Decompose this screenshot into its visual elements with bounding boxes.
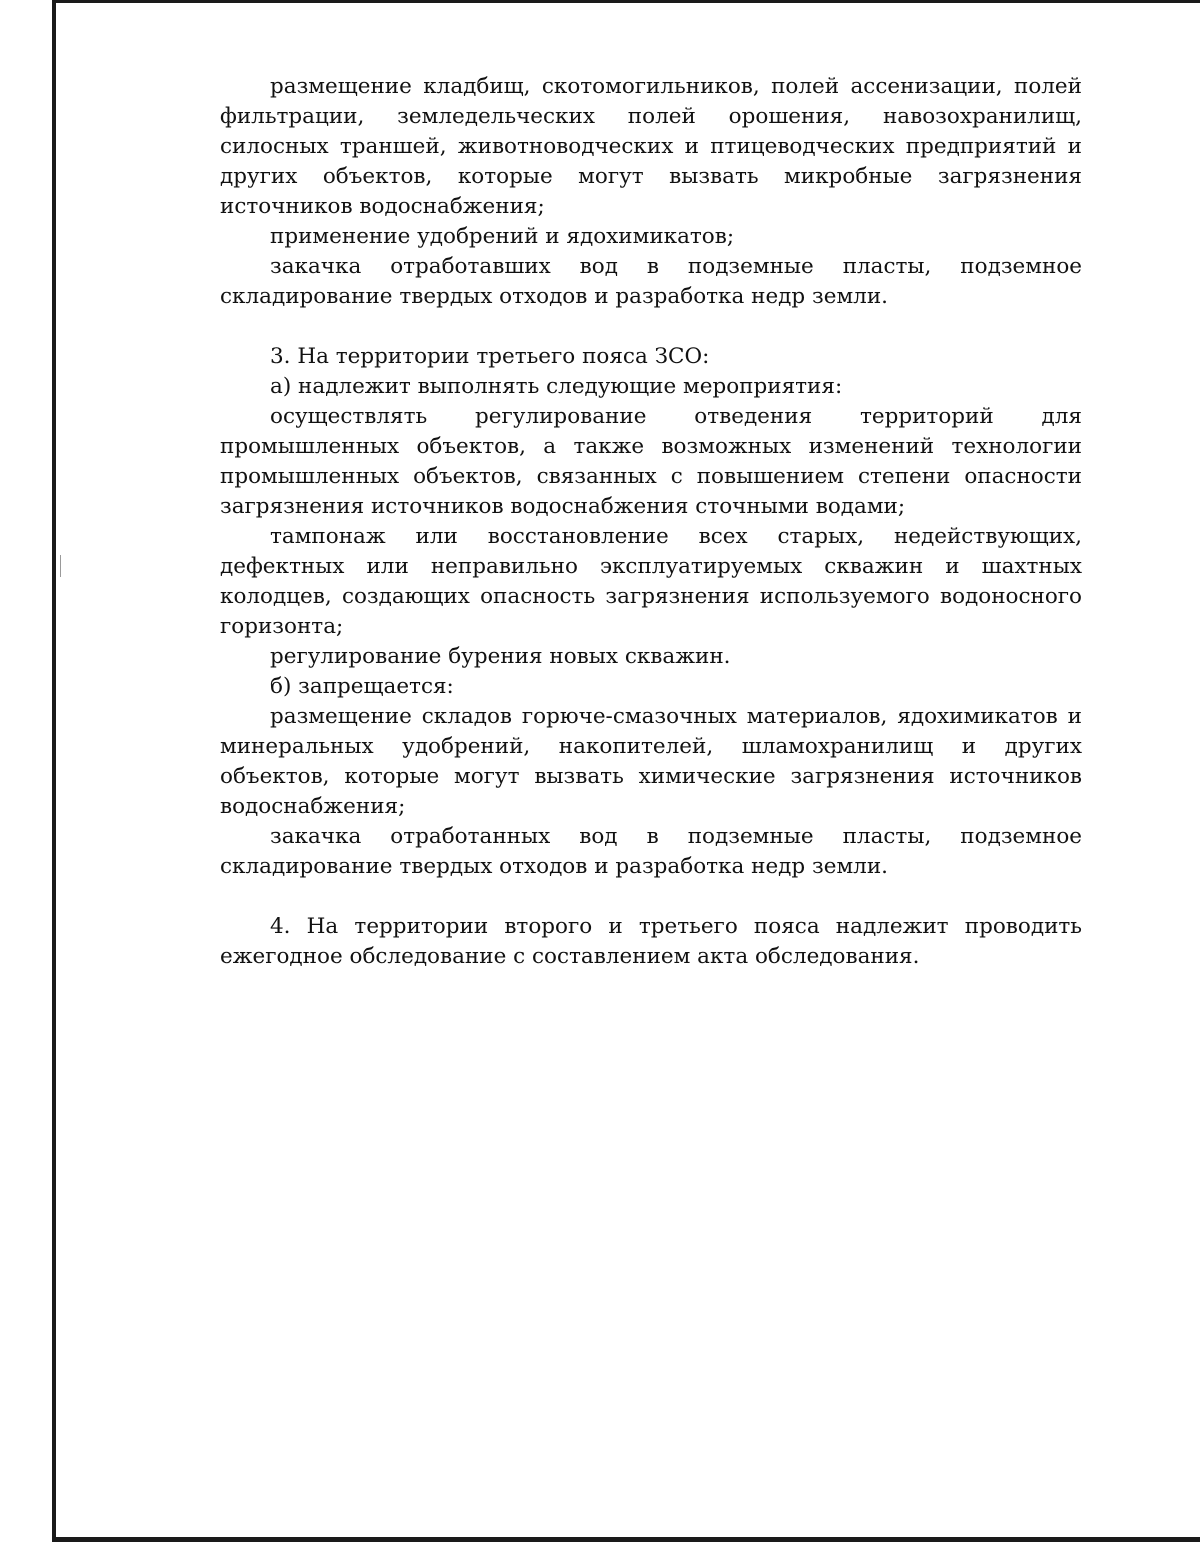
paragraph-section-3a: а) надлежит выполнять следующие мероприятия:	[270, 374, 843, 399]
paragraph-injection-third-zone: закачка отработанных вод в подземные пласты, подземное складирование твердых отходов и разработка недр земли.	[220, 824, 1082, 879]
scan-speck	[60, 555, 61, 577]
paragraph-regulation-territories: осуществлять регулирование отведения территорий для промышленных объектов, а также возможных изменений технологии промышленных объектов, связанных с повышением степени опасности загрязнения источников водоснабжения сточными водами;	[220, 404, 1082, 519]
paragraph-drilling-regulation: регулирование бурения новых скважин.	[270, 644, 731, 669]
paragraph-storage-prohibited: размещение складов горюче-смазочных материалов, ядохимикатов и минеральных удобрений, накопителей, шламохранилищ и других объектов, которые могут вызвать химические загрязнения источников водоснабжения;	[220, 704, 1082, 819]
scan-edge-bottom	[52, 1537, 1200, 1542]
paragraph-prohibited-placement: размещение кладбищ, скотомогильников, полей ассенизации, полей фильтрации, земледельческих полей орошения, навозохранилищ, силосных траншей, животноводческих и птицеводческих предприятий и других объектов, которые могут вызвать микробные загрязнения источников водоснабжения;	[220, 74, 1082, 219]
paragraph-section-4: 4. На территории второго и третьего пояса надлежит проводить ежегодное обследование с составлением акта обследования.	[220, 914, 1082, 969]
paragraph-section-3-heading: 3. На территории третьего пояса ЗСО:	[270, 344, 710, 369]
paragraph-fertilizers: применение удобрений и ядохимикатов;	[270, 224, 735, 249]
scan-edge-top	[52, 0, 1200, 3]
document-body	[220, 72, 1082, 972]
paragraph-well-plugging: тампонаж или восстановление всех старых, недействующих, дефектных или неправильно эксплуатируемых скважин и шахтных колодцев, создающих опасность загрязнения используемого водоносного горизонта;	[220, 524, 1082, 639]
paragraph-section-3b: б) запрещается:	[270, 674, 454, 699]
scan-edge-left	[52, 0, 56, 1540]
paragraph-injection-second-zone: закачка отработавших вод в подземные пласты, подземное складирование твердых отходов и разработка недр земли.	[220, 254, 1082, 309]
